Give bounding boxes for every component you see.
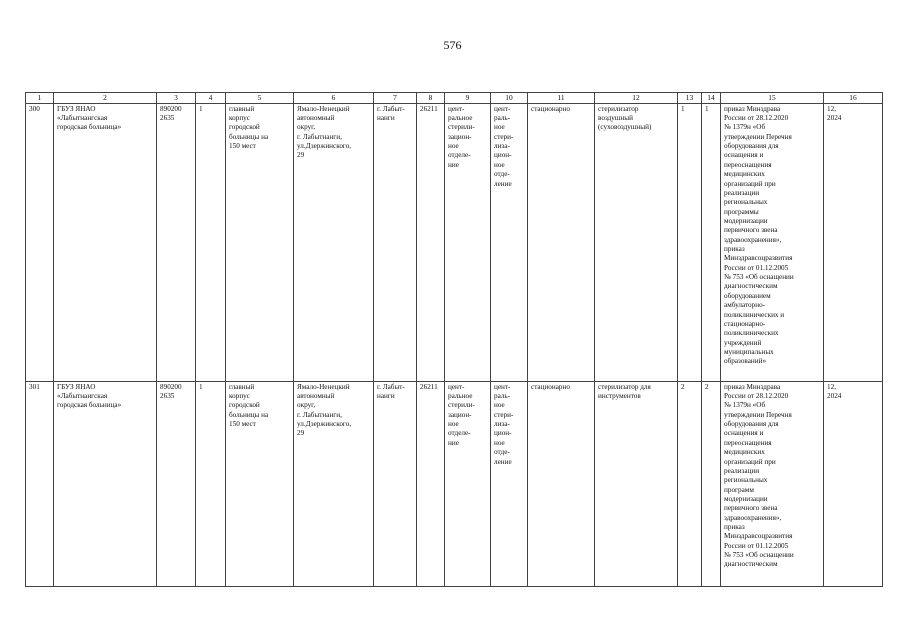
care-type: стационарно (528, 381, 595, 586)
equipment-table (25, 92, 883, 587)
building-count: 1 (196, 103, 226, 381)
column-number: 14 (702, 93, 721, 104)
row-index: 300 (26, 103, 54, 381)
settlement: г. Лабыт- нанги (374, 381, 417, 586)
column-number: 6 (294, 93, 374, 104)
column-number: 1 (26, 93, 54, 104)
inn-code: 890200 2635 (157, 103, 196, 381)
period: 12, 2024 (824, 103, 883, 381)
column-number: 3 (157, 93, 196, 104)
column-number: 16 (824, 93, 883, 104)
subdivision: цент- раль- ное стери- лиза- цион- ное отде- ление (491, 381, 528, 586)
quantity: 1 (678, 103, 702, 381)
page-number: 576 (443, 38, 462, 52)
code: 26211 (417, 381, 445, 586)
column-number: 9 (445, 93, 491, 104)
department: цент- ральное стерили- зацион- ное отделе- ние (445, 381, 491, 586)
address: Ямало-Ненецкий автономный округ, г. Лабытнанги, ул.Дзержинского, 29 (294, 103, 374, 381)
column-number: 5 (226, 93, 294, 104)
column-number: 8 (417, 93, 445, 104)
organization-name: ГБУЗ ЯНАО «Лабытнангская городская больница» (54, 103, 157, 381)
equipment-name: стерилизатор воздушный (суховоздушный) (595, 103, 678, 381)
building-name: главный корпус городской больницы на 150 мест (226, 381, 294, 586)
quantity-total: 2 (702, 381, 721, 586)
quantity-total: 1 (702, 103, 721, 381)
building-name: главный корпус городской больницы на 150 мест (226, 103, 294, 381)
subdivision: цент- раль- ное стери- лиза- цион- ное отде- ление (491, 103, 528, 381)
column-number: 2 (54, 93, 157, 104)
care-type: стационарно (528, 103, 595, 381)
row-index: 301 (26, 381, 54, 586)
code: 26211 (417, 103, 445, 381)
column-number: 11 (528, 93, 595, 104)
period: 12, 2024 (824, 381, 883, 586)
building-count: 1 (196, 381, 226, 586)
address: Ямало-Ненецкий автономный округ, г. Лабытнанги, ул.Дзержинского, 29 (294, 381, 374, 586)
table-row (26, 103, 883, 381)
column-number: 10 (491, 93, 528, 104)
department: цент- ральное стерили- зацион- ное отделе- ние (445, 103, 491, 381)
organization-name: ГБУЗ ЯНАО «Лабытнангская городская больница» (54, 381, 157, 586)
column-number: 4 (196, 93, 226, 104)
settlement: г. Лабыт- нанги (374, 103, 417, 381)
equipment-name: стерилизатор для инструментов (595, 381, 678, 586)
quantity: 2 (678, 381, 702, 586)
inn-code: 890200 2635 (157, 381, 196, 586)
table-row (26, 381, 883, 586)
column-number: 12 (595, 93, 678, 104)
column-number: 7 (374, 93, 417, 104)
legal-basis: приказ Минздрава России от 28.12.2020 № 1379н «Об утверждении Перечня оборудования для оснащения и переоснащения медицинских организаций при реализации региональных программ модернизации первичного звена здравоохранения», приказ Минздравсоцразвития России от 01.12.2005 № 753 «Об оснащении диагностическим (721, 381, 824, 586)
legal-basis: приказ Минздрава России от 28.12.2020 № 1379н «Об утверждении Перечня оборудования для оснащения и переоснащения медицинских организаций при реализации региональных программы модернизации первичного звена здравоохранения», приказ Минздравсоцразвития России от 01.12.2005 № 753 «Об оснащении диагностическим оборудованием амбулаторно- поликлинических и стационарно- поликлинических учреждений муниципальных образований» (721, 103, 824, 381)
table-header-row (26, 93, 883, 104)
column-number: 13 (678, 93, 702, 104)
column-number: 15 (721, 93, 824, 104)
